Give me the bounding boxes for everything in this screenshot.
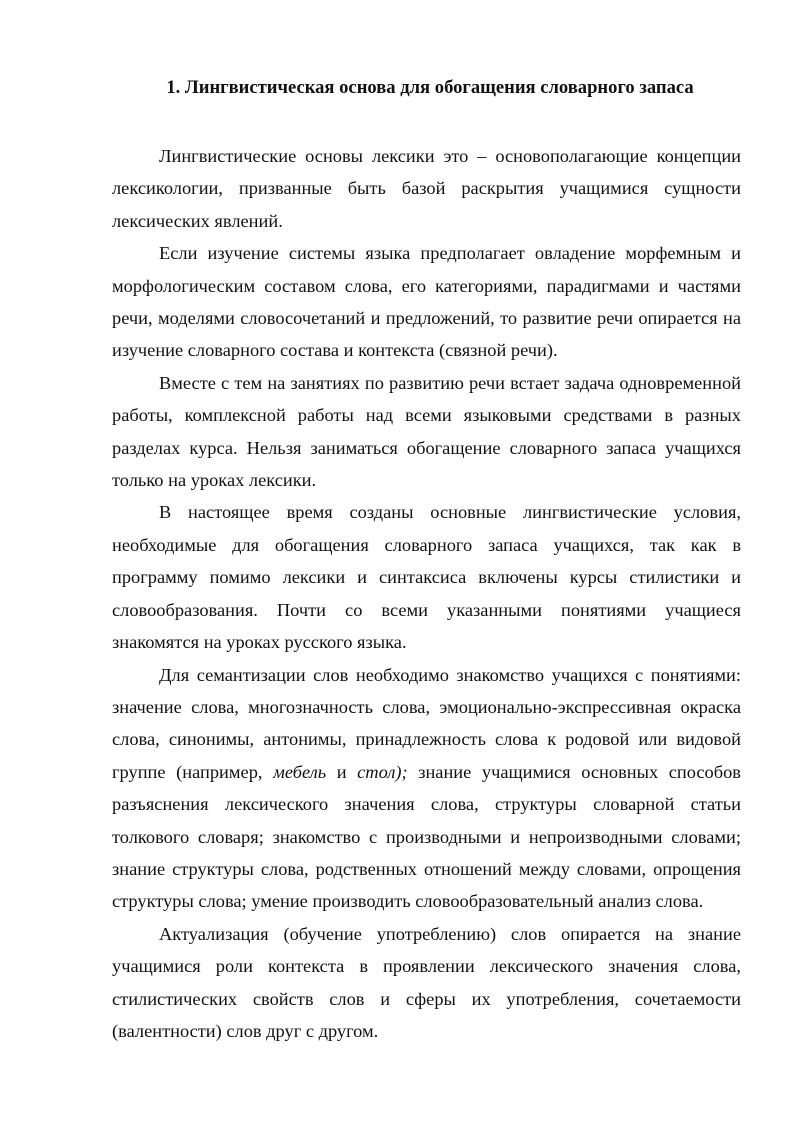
example-word-table: стол); xyxy=(357,761,408,782)
paragraph-4: В настоящее время созданы основные лингвистические условия, необходимые для обогащения словарного запаса учащихся, так как в программу помимо лексики и синтаксиса включены курсы стилистики и словообразования. Почти со всеми указанными понятиями учащиеся знакомятся на уроках русского языка. xyxy=(112,502,741,653)
paragraph-5-part-2: и xyxy=(326,761,358,782)
paragraph-1: Лингвистические основы лексики это – основополагающие концепции лексикологии, призванные быть базой раскрытия учащимися сущности лексических явлений. xyxy=(112,146,741,231)
paragraph-5-part-3: знание учащимися основных способов разъяснения лексического значения слова, структуры словарной статьи толкового словаря; знакомство с производными и непроизводными словами; знание структуры слова, родственных отношений между словами, опрощения структуры слова; умение производить словообразовательный анализ слова. xyxy=(112,761,741,912)
document-body xyxy=(112,140,741,1047)
paragraph-5-part-1: Для семантизации слов необходимо знакомство учащихся с понятиями: значение слова, многозначность слова, эмоционально-экспрессивная окраска слова, синонимы, антонимы, принадлежность слова к родовой или видовой группе (например, xyxy=(112,664,741,782)
section-heading: 1. Лингвистическая основа для обогащения словарного запаса xyxy=(166,77,694,98)
paragraph-2: Если изучение системы языка предполагает овладение морфемным и морфологическим составом слова, его категориями, парадигмами и частями речи, моделями словосочетаний и предложений, то развитие речи опирается на изучение словарного состава и контекста (связной речи). xyxy=(112,243,741,361)
paragraph-6: Актуализация (обучение употреблению) слов опирается на знание учащимися роли контекста в проявлении лексического значения слова, стилистических свойств слов и сферы их употребления, сочетаемости (валентности) слов друг с другом. xyxy=(112,923,741,1041)
paragraph-3: Вместе с тем на занятиях по развитию речи встает задача одновременной работы, комплексной работы над всеми языковыми средствами в разных разделах курса. Нельзя заниматься обогащение словарного запаса учащихся только на уроках лексики. xyxy=(112,372,741,491)
paragraph-5 xyxy=(112,659,741,918)
example-word-furniture: мебель xyxy=(273,761,327,782)
